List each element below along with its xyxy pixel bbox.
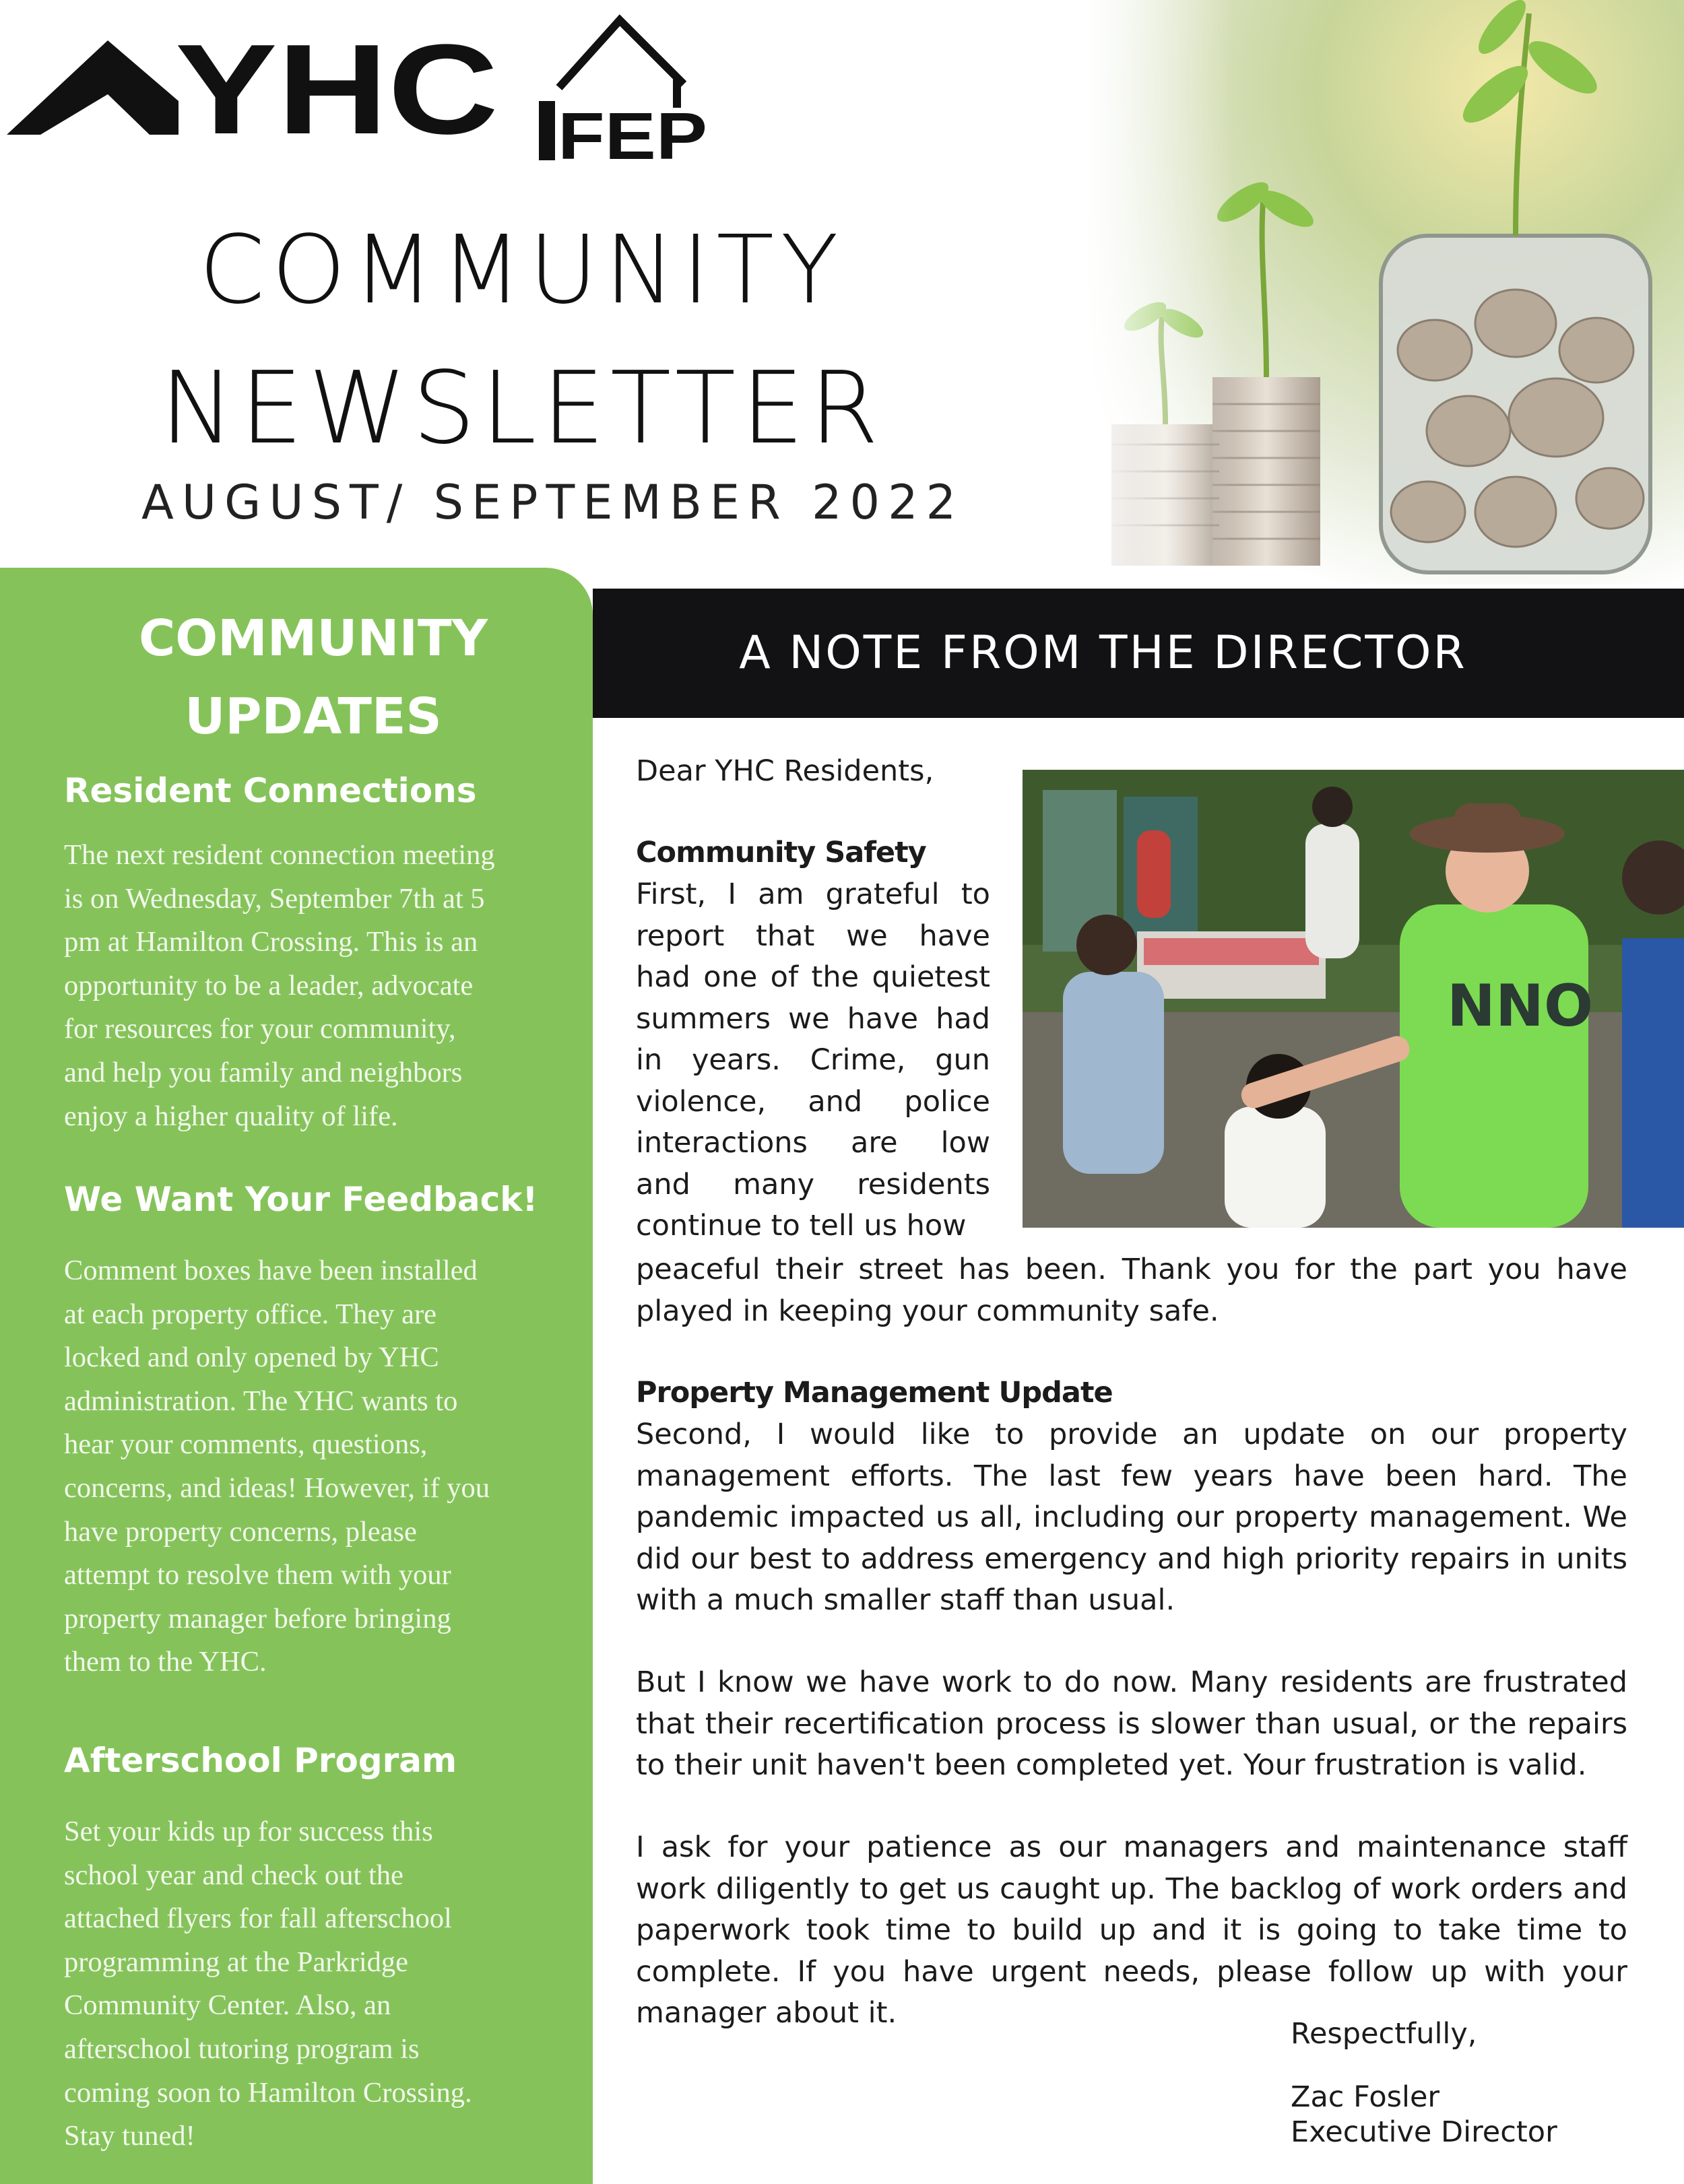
property-management-heading: Property Management Update: [636, 1376, 1113, 1410]
event-photo: [1023, 770, 1684, 1228]
sidebar-heading: [0, 599, 626, 756]
property-management-paragraph-1: [636, 1414, 1627, 1622]
community-safety-text-cont: [636, 1249, 1627, 1332]
signature-block: [1291, 2080, 1557, 2150]
text-line: programming at the Parkridge: [64, 1946, 409, 1978]
text-line: at each property office. They are: [64, 1298, 436, 1330]
property-management-paragraph-3: [636, 1827, 1627, 2034]
community-safety-heading: Community Safety: [636, 836, 926, 869]
text-line: interactions are low: [636, 1126, 990, 1160]
text-line: concerns, and ideas! However, if you: [64, 1471, 490, 1504]
hero-photo: [1084, 0, 1684, 585]
text-line: property manager before bringing: [64, 1602, 451, 1634]
text-line: coming soon to Hamilton Crossing.: [64, 2076, 472, 2109]
sidebar-heading-line-2: UPDATES: [185, 688, 442, 746]
text-line: I ask for your patience as our managers and maintenance staff: [636, 1830, 1627, 1864]
text-line: is on Wednesday, September 7th at 5: [64, 882, 485, 915]
text-line: work diligently to get us caught up. The backlog of work orders and: [636, 1872, 1627, 1906]
text-line: Set your kids up for success this: [64, 1816, 433, 1847]
yhc-logo-roof-icon: [7, 40, 179, 135]
text-line: paperwork took time to build up and it is going to take time to: [636, 1913, 1627, 1947]
text-line: school year and check out the: [64, 1859, 403, 1891]
text-line: opportunity to be a leader, advocate: [64, 969, 474, 1001]
text-line: and help you family and neighbors: [64, 1056, 463, 1088]
resident-connections-text: [64, 834, 549, 1138]
text-line: in years. Crime, gun: [636, 1043, 990, 1077]
text-line: did our best to address emergency and high priority repairs in units: [636, 1542, 1627, 1576]
text-line: But I know we have work to do now. Many residents are frustrated: [636, 1665, 1627, 1699]
signer-name: Zac Fosler: [1291, 2080, 1440, 2114]
text-line: manager about it.: [636, 1996, 897, 2030]
community-safety-text: [636, 874, 990, 1247]
afterschool-heading: Afterschool Program: [64, 1741, 457, 1780]
feedback-heading: We Want Your Feedback!: [64, 1180, 538, 1219]
text-line: Comment boxes have been installed: [64, 1255, 478, 1286]
greeting: Dear YHC Residents,: [636, 754, 934, 788]
text-line: pm at Hamilton Crossing. This is an: [64, 926, 478, 958]
text-line: pandemic impacted us all, including our property management. We: [636, 1500, 1627, 1534]
sidebar-heading-line-1: COMMUNITY: [138, 609, 488, 667]
text-line: played in keeping your community safe.: [636, 1294, 1219, 1328]
text-line: complete. If you have urgent needs, please follow up with your: [636, 1954, 1627, 1989]
text-line: First, I am grateful to: [636, 878, 990, 911]
fep-logo: [532, 7, 714, 162]
text-line: hear your comments, questions,: [64, 1428, 428, 1461]
text-line: management efforts. The last few years have been hard. The: [636, 1459, 1627, 1493]
afterschool-text: [64, 1810, 549, 2158]
feedback-text: [64, 1249, 549, 1684]
text-line: report that we have: [636, 919, 990, 953]
text-line: locked and only opened by YHC: [64, 1342, 439, 1374]
text-line: administration. The YHC wants to: [64, 1385, 458, 1417]
text-line: with a much smaller staff than usual.: [636, 1583, 1175, 1617]
text-line: that their recertification process is slower than usual, or the repairs: [636, 1707, 1627, 1741]
director-note-title: A NOTE FROM THE DIRECTOR: [739, 626, 1467, 680]
text-line: Second, I would like to provide an update on our property: [636, 1418, 1627, 1451]
text-line: and many residents: [636, 1167, 990, 1201]
yhc-logo-wordmark: YHC: [175, 20, 498, 141]
text-line: afterschool tutoring program is: [64, 2032, 420, 2065]
text-line: The next resident connection meeting: [64, 839, 495, 871]
newsletter-title-line-1: COMMUNITY: [199, 216, 845, 325]
text-line: summers we have had: [636, 1001, 990, 1036]
text-line: attached flyers for fall afterschool: [64, 1902, 452, 1935]
text-line: Community Center. Also, an: [64, 1989, 391, 2022]
text-line: enjoy a higher quality of life.: [64, 1100, 398, 1132]
text-line: for resources for your community,: [64, 1013, 456, 1045]
text-line: peaceful their street has been. Thank you for the part you have: [636, 1253, 1627, 1286]
resident-connections-heading: Resident Connections: [64, 771, 477, 810]
text-line: violence, and police: [636, 1084, 990, 1119]
closing: Respectfully,: [1291, 2017, 1477, 2051]
text-line: Stay tuned!: [64, 2120, 195, 2152]
property-management-paragraph-2: [636, 1662, 1627, 1787]
newsletter-title-line-2: NEWSLETTER: [160, 350, 884, 466]
text-line: attempt to resolve them with your: [64, 1559, 451, 1591]
signer-title: Executive Director: [1291, 2115, 1557, 2149]
yhc-logo: [7, 20, 505, 141]
text-line: continue to tell us how: [636, 1209, 967, 1243]
text-line: to their unit haven't been completed yet. Your frustration is valid.: [636, 1748, 1587, 1782]
svg-text:NNO: NNO: [1447, 972, 1594, 1040]
fep-logo-wordmark: FEP: [558, 99, 707, 162]
text-line: have property concerns, please: [64, 1515, 417, 1548]
issue-date: AUGUST/ SEPTEMBER 2022: [141, 475, 965, 530]
fep-logo-house-icon: [559, 20, 684, 88]
text-line: had one of the quietest: [636, 960, 990, 994]
text-line: them to the YHC.: [64, 1646, 267, 1678]
